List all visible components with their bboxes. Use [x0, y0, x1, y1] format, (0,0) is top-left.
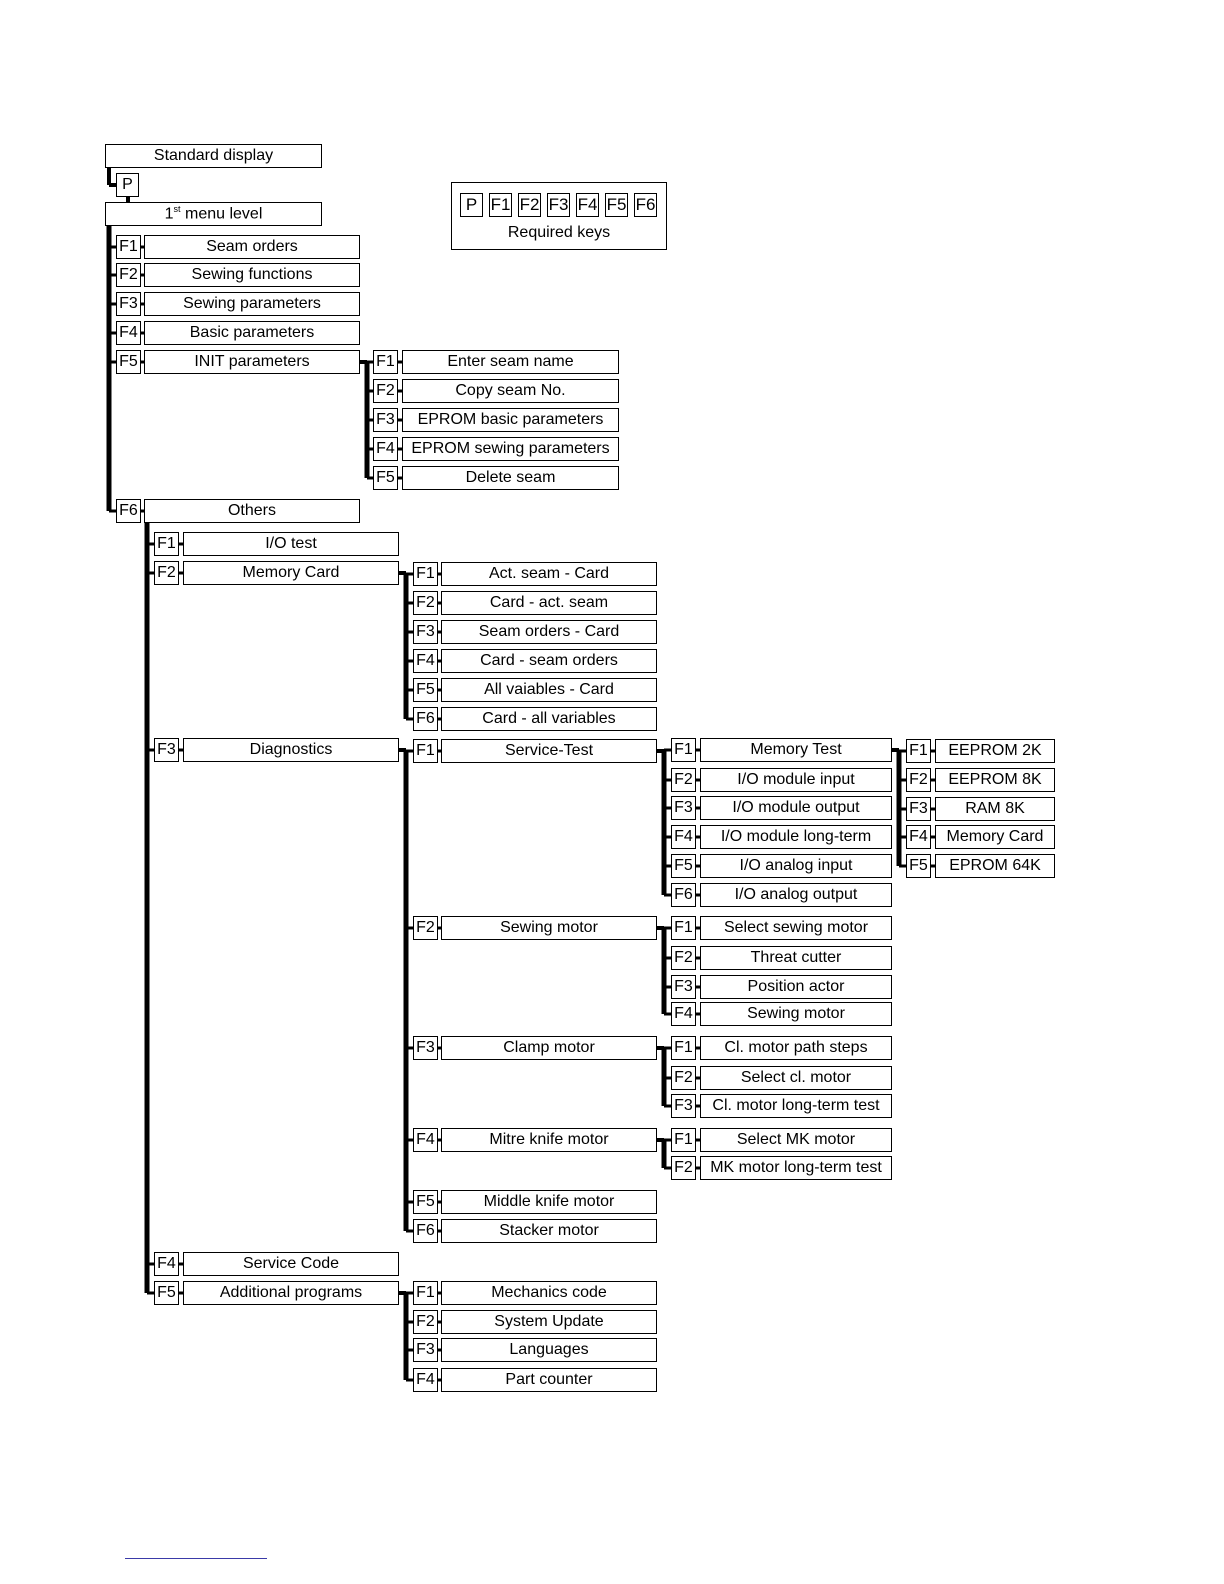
- key-f6: F6: [116, 499, 141, 523]
- menu-item-select-mk-motor: Select MK motor: [700, 1128, 892, 1152]
- menu-item-position-actor: Position actor: [700, 975, 892, 999]
- menu-item-delete-seam: Delete seam: [402, 466, 619, 490]
- key-f1: F1: [373, 350, 398, 374]
- menu-item-sewing-motor: Sewing motor: [441, 916, 657, 940]
- key-f5: F5: [116, 350, 141, 374]
- key-f2: F2: [671, 946, 696, 970]
- p-key-label: P: [122, 176, 133, 193]
- key-f4: F4: [413, 1128, 438, 1152]
- menu-item-clamp-motor: Clamp motor: [441, 1036, 657, 1060]
- key-f2: F2: [671, 1066, 696, 1090]
- key-f1: F1: [671, 1036, 696, 1060]
- key-f2: F2: [413, 591, 438, 615]
- footer-rule: [125, 1558, 267, 1559]
- menu-item-eeprom-2k: EEPROM 2K: [935, 739, 1055, 763]
- menu-item-eeprom-8k: EEPROM 8K: [935, 768, 1055, 792]
- legend-key-f5: F5: [605, 193, 628, 217]
- key-f1: F1: [413, 562, 438, 586]
- key-f4: F4: [116, 321, 141, 345]
- menu-item-service-test: Service-Test: [441, 739, 657, 763]
- menu-item-i-o-module-long-term: I/O module long-term: [700, 825, 892, 849]
- key-f4: F4: [373, 437, 398, 461]
- key-f4: F4: [906, 825, 931, 849]
- menu-item-threat-cutter: Threat cutter: [700, 946, 892, 970]
- menu-item-part-counter: Part counter: [441, 1368, 657, 1392]
- menu-item-sewing-functions: Sewing functions: [144, 263, 360, 287]
- menu-item-eprom-sewing-parameters: EPROM sewing parameters: [402, 437, 619, 461]
- menu-item-card-seam-orders: Card - seam orders: [441, 649, 657, 673]
- key-f1: F1: [413, 739, 438, 763]
- menu-item-others: Others: [144, 499, 360, 523]
- key-f4: F4: [413, 1368, 438, 1392]
- menu-item-card-all-variables: Card - all variables: [441, 707, 657, 731]
- key-f1: F1: [154, 532, 179, 556]
- key-f3: F3: [373, 408, 398, 432]
- required-keys-legend: [451, 182, 667, 250]
- key-f3: F3: [154, 738, 179, 762]
- key-f1: F1: [116, 235, 141, 259]
- menu-item-enter-seam-name: Enter seam name: [402, 350, 619, 374]
- legend-key-p: P: [460, 193, 483, 217]
- key-f6: F6: [413, 707, 438, 731]
- key-f2: F2: [671, 768, 696, 792]
- key-f3: F3: [413, 1338, 438, 1362]
- legend-key-f6: F6: [634, 193, 657, 217]
- key-f4: F4: [671, 1002, 696, 1026]
- key-f1: F1: [671, 738, 696, 762]
- key-f1: F1: [413, 1281, 438, 1305]
- menu-item-i-o-module-output: I/O module output: [700, 796, 892, 820]
- key-f4: F4: [154, 1252, 179, 1276]
- menu-item-memory-card: Memory Card: [935, 825, 1055, 849]
- menu-item-i-o-analog-output: I/O analog output: [700, 883, 892, 907]
- key-f5: F5: [154, 1281, 179, 1305]
- key-f6: F6: [671, 883, 696, 907]
- key-f5: F5: [671, 854, 696, 878]
- key-f3: F3: [671, 975, 696, 999]
- menu-item-eprom-64k: EPROM 64K: [935, 854, 1055, 878]
- menu-item-cl-motor-long-term-test: Cl. motor long-term test: [700, 1094, 892, 1118]
- menu-item-system-update: System Update: [441, 1310, 657, 1334]
- menu-item-copy-seam-no: Copy seam No.: [402, 379, 619, 403]
- key-f2: F2: [413, 916, 438, 940]
- menu-level-box: [105, 202, 322, 226]
- standard-display-label: Standard display: [153, 147, 274, 164]
- menu-item-act-seam-card: Act. seam - Card: [441, 562, 657, 586]
- key-f6: F6: [413, 1219, 438, 1243]
- menu-item-i-o-module-input: I/O module input: [700, 768, 892, 792]
- menu-item-middle-knife-motor: Middle knife motor: [441, 1190, 657, 1214]
- menu-item-ram-8k: RAM 8K: [935, 797, 1055, 821]
- menu-item-diagnostics: Diagnostics: [183, 738, 399, 762]
- menu-item-select-sewing-motor: Select sewing motor: [700, 916, 892, 940]
- menu-item-sewing-parameters: Sewing parameters: [144, 292, 360, 316]
- key-f2: F2: [154, 561, 179, 585]
- key-f3: F3: [671, 1094, 696, 1118]
- menu-item-eprom-basic-parameters: EPROM basic parameters: [402, 408, 619, 432]
- key-f4: F4: [413, 649, 438, 673]
- key-f2: F2: [116, 263, 141, 287]
- menu-item-i-o-analog-input: I/O analog input: [700, 854, 892, 878]
- menu-item-all-vaiables-card: All vaiables - Card: [441, 678, 657, 702]
- key-f5: F5: [906, 854, 931, 878]
- menu-level-label: 1st menu level: [164, 204, 263, 223]
- menu-item-languages: Languages: [441, 1338, 657, 1362]
- menu-item-memory-card: Memory Card: [183, 561, 399, 585]
- p-key: [116, 173, 139, 197]
- legend-key-f1: F1: [489, 193, 512, 217]
- menu-item-seam-orders-card: Seam orders - Card: [441, 620, 657, 644]
- key-f5: F5: [373, 466, 398, 490]
- menu-item-init-parameters: INIT parameters: [144, 350, 360, 374]
- key-f2: F2: [906, 768, 931, 792]
- menu-item-memory-test: Memory Test: [700, 738, 892, 762]
- key-f3: F3: [671, 796, 696, 820]
- key-f1: F1: [671, 916, 696, 940]
- menu-item-sewing-motor: Sewing motor: [700, 1002, 892, 1026]
- key-f2: F2: [413, 1310, 438, 1334]
- menu-item-mitre-knife-motor: Mitre knife motor: [441, 1128, 657, 1152]
- menu-item-service-code: Service Code: [183, 1252, 399, 1276]
- key-f4: F4: [671, 825, 696, 849]
- menu-item-additional-programs: Additional programs: [183, 1281, 399, 1305]
- menu-item-i-o-test: I/O test: [183, 532, 399, 556]
- key-f3: F3: [413, 620, 438, 644]
- key-f5: F5: [413, 1190, 438, 1214]
- key-f2: F2: [671, 1156, 696, 1180]
- key-f5: F5: [413, 678, 438, 702]
- key-f3: F3: [413, 1036, 438, 1060]
- menu-item-mk-motor-long-term-test: MK motor long-term test: [700, 1156, 892, 1180]
- legend-caption: Required keys: [507, 224, 611, 241]
- menu-item-mechanics-code: Mechanics code: [441, 1281, 657, 1305]
- legend-key-f3: F3: [547, 193, 570, 217]
- legend-key-f2: F2: [518, 193, 541, 217]
- key-f3: F3: [906, 797, 931, 821]
- menu-item-basic-parameters: Basic parameters: [144, 321, 360, 345]
- menu-item-stacker-motor: Stacker motor: [441, 1219, 657, 1243]
- menu-item-select-cl-motor: Select cl. motor: [700, 1066, 892, 1090]
- standard-display-box: [105, 144, 322, 168]
- legend-key-f4: F4: [576, 193, 599, 217]
- menu-item-card-act-seam: Card - act. seam: [441, 591, 657, 615]
- menu-item-cl-motor-path-steps: Cl. motor path steps: [700, 1036, 892, 1060]
- key-f2: F2: [373, 379, 398, 403]
- key-f3: F3: [116, 292, 141, 316]
- key-f1: F1: [906, 739, 931, 763]
- menu-item-seam-orders: Seam orders: [144, 235, 360, 259]
- key-f1: F1: [671, 1128, 696, 1152]
